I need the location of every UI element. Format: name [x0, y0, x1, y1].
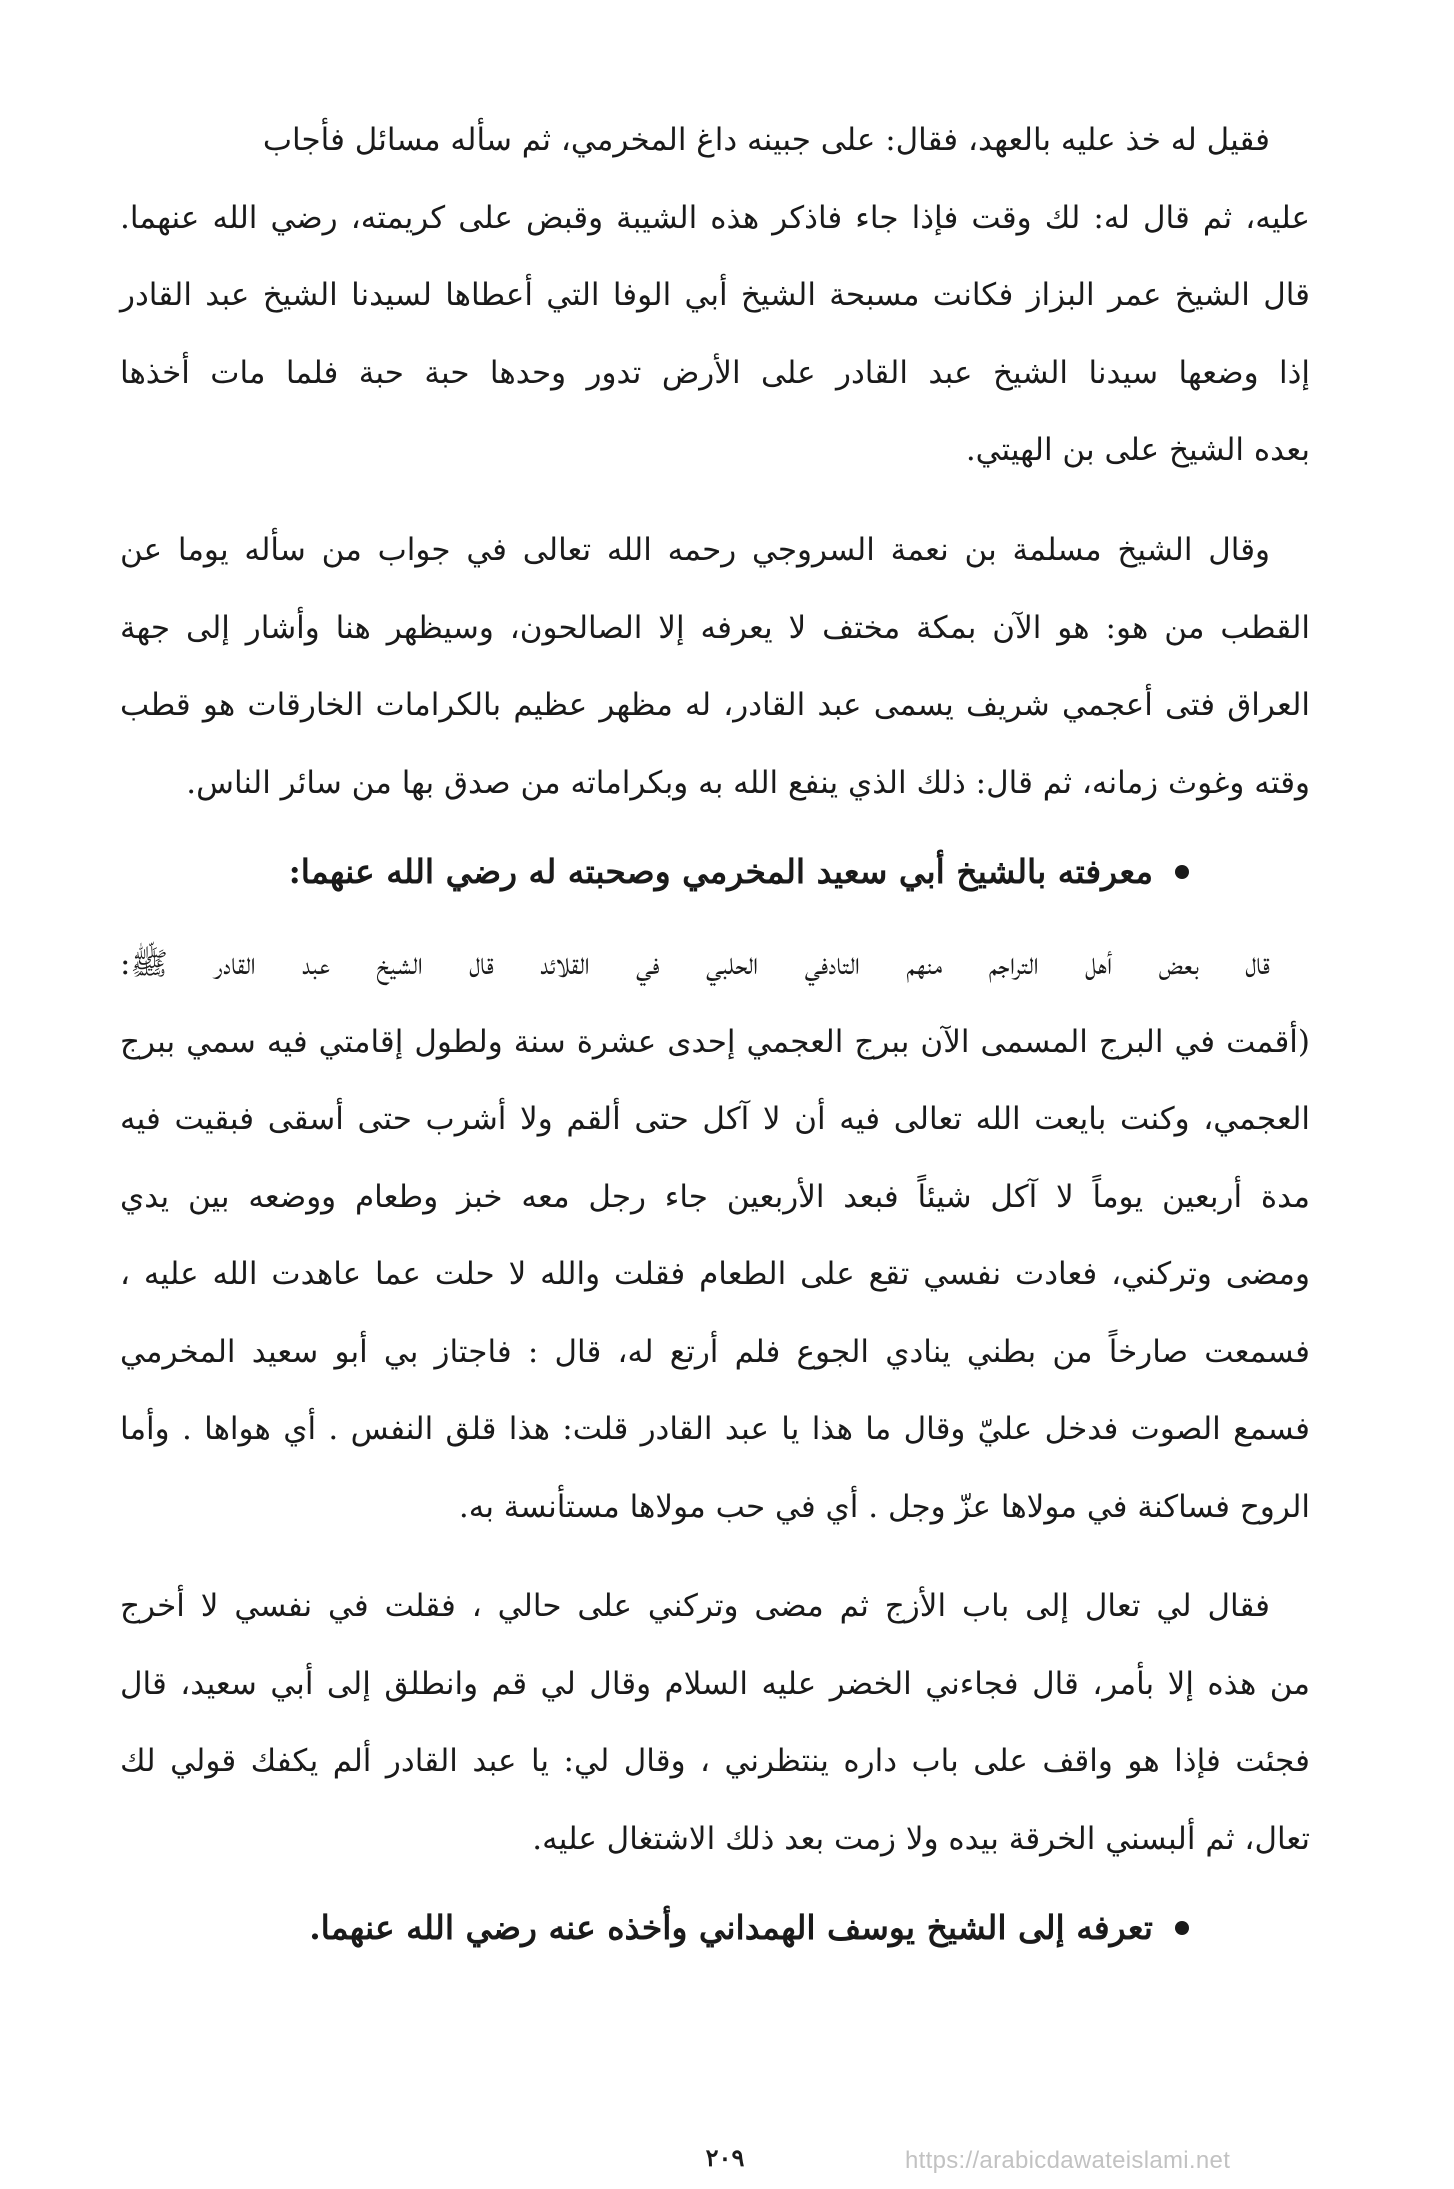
section-heading-2 — [309, 1908, 1189, 1947]
text-line: فسمعت صارخاً من بطني ينادي الجوع فلم أرتع له، قال : فاجتاز بي أبو سعيد المخرمي — [120, 1333, 1310, 1370]
text-line: (أقمت في البرج المسمى الآن ببرج العجمي إحدى عشرة سنة ولطول إقامتي فيه سمي ببرج — [120, 1023, 1310, 1060]
text-line: بعده الشيخ على بن الهيتي. — [965, 432, 1310, 468]
section-heading-1 — [289, 852, 1189, 891]
text-line: فقال لي تعال إلى باب الأزج ثم مضى وتركني على حالي ، فقلت في نفسي لا أخرج — [120, 1588, 1270, 1624]
heading-text: معرفته بالشيخ أبي سعيد المخرمي وصحبته له رضي الله عنهما: — [288, 852, 1153, 891]
text-line: ومضى وتركني، فعادت نفسي تقع على الطعام فقلت والله لا حلت عما عاهدت الله عليه ، — [120, 1256, 1310, 1292]
text-line: وقال الشيخ مسلمة بن نعمة السروجي رحمه الله تعالى في جواب من سأله يوما عن — [120, 532, 1270, 568]
page-number: ٢٠٩ — [705, 2143, 745, 2172]
text-line: القطب من هو: هو الآن بمكة مختف لا يعرفه إلا الصالحون، وسيظهر هنا وأشار إلى جهة — [120, 609, 1310, 646]
text-line: الروح فساكنة في مولاها عزّ وجل . أي في حب مولاها مستأنسة به. — [458, 1488, 1310, 1525]
text-line: مدة أربعين يوماً لا آكل شيئاً فبعد الأربعين جاء رجل معه خبز وطعام ووضعه بين يدي — [120, 1178, 1310, 1215]
text-line: العجمي، وكنت بايعت الله تعالى فيه أن لا آكل حتى ألقم ولا أشرب حتى أسقى فبقيت فيه — [120, 1101, 1310, 1137]
paragraph-3 — [120, 926, 1310, 1546]
text-line: تعال، ثم ألبسني الخرقة بيده ولا زمت بعد ذلك الاشتغال عليه. — [532, 1820, 1310, 1857]
bullet-icon — [1175, 865, 1189, 879]
text-line: فسمع الصوت فدخل عليّ وقال ما هذا يا عبد القادر قلت: هذا قلق النفس . أي هواها . وأما — [120, 1411, 1310, 1447]
paragraph-4 — [120, 1568, 1310, 1878]
text-line: العراق فتى أعجمي شريف يسمى عبد القادر، له مظهر عظيم بالكرامات الخارقات هو قطب — [120, 687, 1310, 723]
text-line: وقته وغوث زمانه، ثم قال: ذلك الذي ينفع الله به وبكراماته من صدق بها من سائر الناس. — [186, 764, 1310, 801]
heading-text: تعرفه إلى الشيخ يوسف الهمداني وأخذه عنه رضي الله عنهما. — [309, 1908, 1153, 1947]
watermark-url: https://arabicdawateislami.net — [905, 2147, 1231, 2174]
text-line: عليه، ثم قال له: لك وقت فإذا جاء فاذكر هذه الشيبة وقبض على كريمته، رضي الله عنهما. — [120, 199, 1310, 236]
text-line: قال بعض أهل التراجم منهم التادفي الحلبي في القلائد قال الشيخ عبد القادر ﷺ: — [120, 946, 1270, 982]
paragraph-1 — [120, 102, 1310, 490]
text-line: قال الشيخ عمر البزاز فكانت مسبحة الشيخ أبي الوفا التي أعطاها لسيدنا الشيخ عبد القادر — [120, 277, 1310, 313]
text-line: إذا وضعها سيدنا الشيخ عبد القادر على الأرض تدور وحدها حبة حبة فلما مات أخذها — [120, 354, 1310, 391]
paragraph-2 — [120, 512, 1310, 822]
text-line: فجئت فإذا هو واقف على باب داره ينتظرني ، وقال لي: يا عبد القادر ألم يكفك قولي لك — [120, 1743, 1310, 1779]
text-line: من هذه إلا بأمر، قال فجاءني الخضر عليه السلام وقال لي قم وانطلق إلى أبي سعيد، قال — [120, 1665, 1310, 1702]
text-line: فقيل له خذ عليه بالعهد، فقال: على جبينه داغ المخرمي، ثم سأله مسائل فأجاب — [262, 122, 1270, 158]
bullet-icon — [1175, 1921, 1189, 1935]
